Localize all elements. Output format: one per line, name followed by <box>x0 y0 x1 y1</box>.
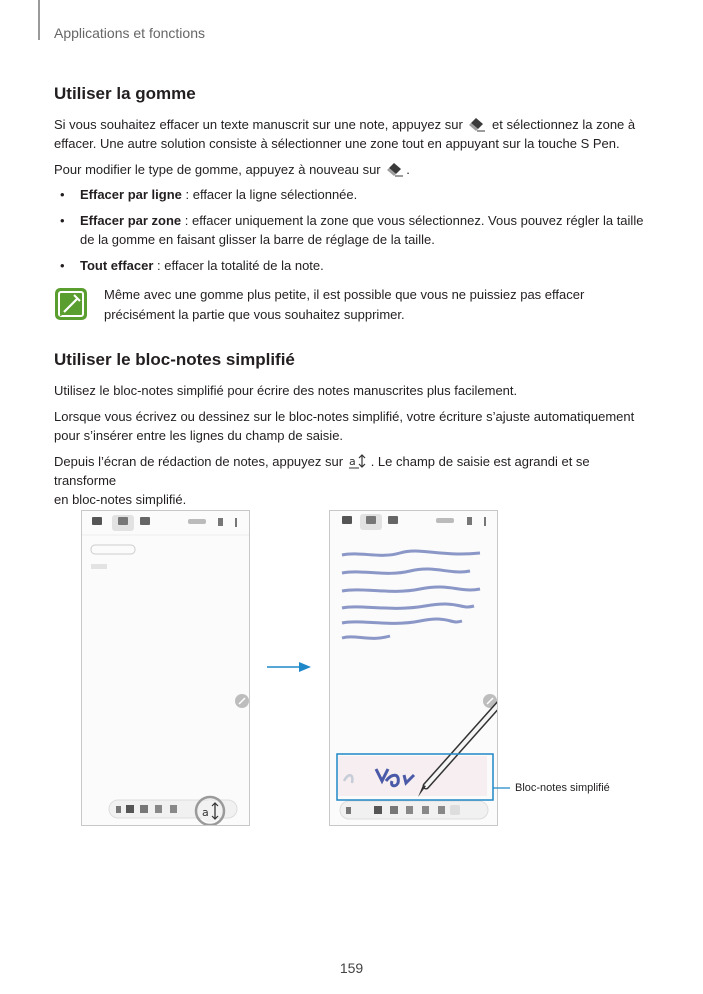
paragraph-easy-3-start: Depuis l’écran de rédaction de notes, appuyez sur <box>54 454 344 469</box>
paragraph-eraser-1-end: et sélectionnez la zone à <box>492 117 636 132</box>
bullet-desc: : effacer la ligne sélectionnée. <box>181 187 358 202</box>
bullet-term: Tout effacer <box>80 258 154 273</box>
phone-screen-before <box>82 511 249 825</box>
header-section-title: Applications et fonctions <box>54 25 205 41</box>
bullet-term: Effacer par ligne <box>80 187 182 202</box>
paragraph-easy-1: Utilisez le bloc-notes simplifié pour écrire des notes manuscrites plus facilement. <box>54 383 518 398</box>
paragraph-eraser-1 <box>54 115 654 153</box>
bullet-dot: • <box>60 213 65 228</box>
bullet-dot: • <box>60 258 65 273</box>
bullet-desc: : effacer uniquement la zone que vous sélectionnez. Vous pouvez régler la taille <box>181 213 644 228</box>
paragraph-easy-2-line2: pour s’insérer entre les lignes du champ de saisie. <box>54 428 344 443</box>
page-number: 159 <box>339 960 364 976</box>
eraser-icon <box>468 117 486 132</box>
easy-writing-pad-icon <box>349 453 369 469</box>
paragraph-easy-2-line1: Lorsque vous écrivez ou dessinez sur le bloc-notes simplifié, votre écriture s’ajuste automatiquement <box>54 409 635 424</box>
right-arrow-icon <box>267 660 313 674</box>
easy-writing-pad-callout <box>330 748 510 830</box>
note-text <box>104 285 644 325</box>
heading-easy-writing-pad: Utiliser le bloc-notes simplifié <box>54 350 295 369</box>
svg-text:a: a <box>202 806 209 819</box>
paragraph-eraser-2 <box>54 160 654 179</box>
paragraph-easy-3-end: . Le champ de saisie est agrandi et se transforme <box>54 454 590 488</box>
note-pencil-icon <box>54 287 88 321</box>
bullet-term: Effacer par zone <box>80 213 182 228</box>
bullet-desc: : effacer la totalité de la note. <box>153 258 324 273</box>
bullet-desc-line2: de la gomme en faisant glisser la barre de réglage de la taille. <box>80 232 435 247</box>
header-rule <box>38 0 40 40</box>
note-line-2: précisément la partie que vous souhaitez supprimer. <box>104 307 405 322</box>
note-line-1: Même avec une gomme plus petite, il est possible que vous ne puissiez pas effacer <box>104 287 585 302</box>
paragraph-easy-3 <box>54 452 654 509</box>
paragraph-eraser-2-start: Pour modifier le type de gomme, appuyez à nouveau sur <box>54 162 381 177</box>
heading-eraser: Utiliser la gomme <box>54 84 196 103</box>
paragraph-easy-3-line2: en bloc-notes simplifié. <box>54 492 187 507</box>
paragraph-eraser-1-start: Si vous souhaitez effacer un texte manuscrit sur une note, appuyez sur <box>54 117 463 132</box>
paragraph-eraser-2-end: . <box>406 162 410 177</box>
eraser-icon <box>386 162 404 177</box>
svg-text:a: a <box>348 455 356 468</box>
paragraph-eraser-1-line2: effacer. Une autre solution consiste à sélectionner une zone tout en appuyant sur la touche S Pen. <box>54 136 620 151</box>
phone-screenshot-before <box>81 510 250 826</box>
bullet-dot: • <box>60 187 65 202</box>
callout-label: Bloc-notes simplifié <box>515 782 610 794</box>
paragraph-easy-2 <box>54 407 654 445</box>
